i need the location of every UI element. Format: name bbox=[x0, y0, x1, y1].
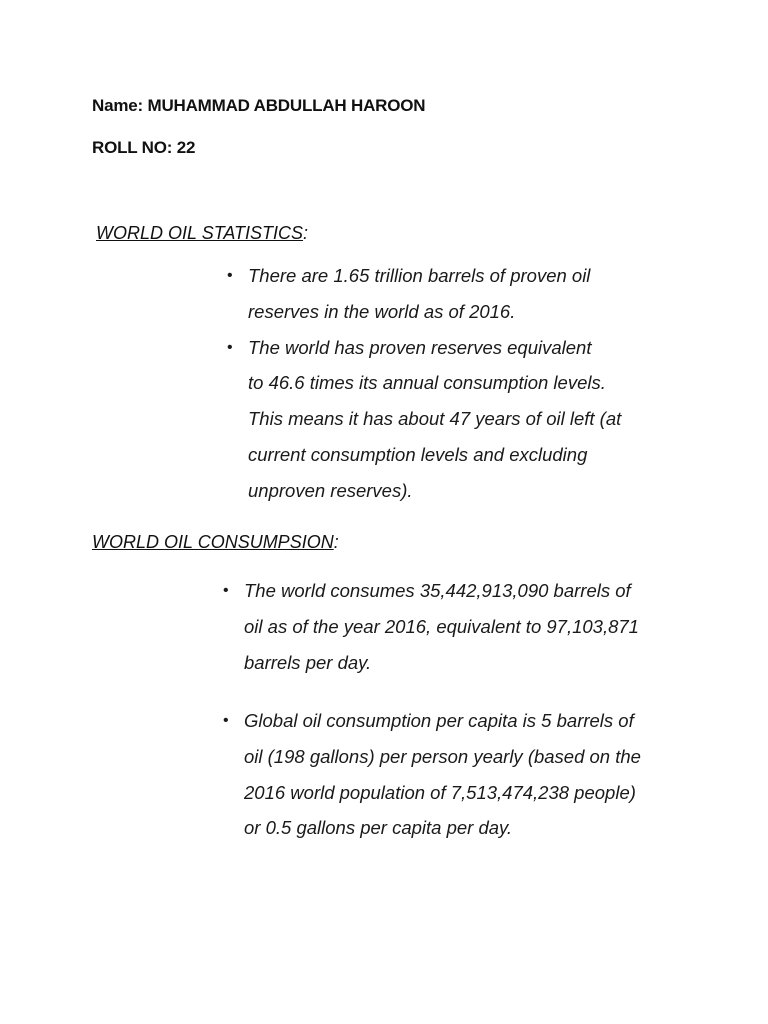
section-title-colon: : bbox=[333, 532, 339, 552]
bullet-line: Global oil consumption per capita is 5 barrels of bbox=[244, 710, 634, 731]
bullet-dot: • bbox=[223, 582, 229, 599]
section-title-consumption bbox=[92, 532, 339, 553]
bullet-line: The world consumes 35,442,913,090 barrels of bbox=[244, 580, 631, 601]
bullet-line: This means it has about 47 years of oil left (at bbox=[248, 408, 622, 430]
bullet-dot: • bbox=[227, 338, 233, 356]
consumption-bullet-list-2 bbox=[223, 703, 641, 846]
bullet-line: oil as of the year 2016, equivalent to 97,103,871 bbox=[244, 615, 639, 637]
section-title-colon: : bbox=[303, 223, 309, 243]
bullet-line: or 0.5 gallons per capita per day. bbox=[244, 817, 513, 839]
consumption-bullet-list bbox=[223, 573, 639, 680]
statistics-bullet-list bbox=[227, 258, 622, 509]
bullet-line: to 46.6 times its annual consumption levels. bbox=[248, 372, 606, 394]
section-title-text: WORLD OIL STATISTICS bbox=[96, 223, 304, 243]
bullet-line: The world has proven reserves equivalent bbox=[248, 336, 592, 358]
bullet-dot: • bbox=[223, 712, 229, 729]
bullet-line: 2016 world population of 7,513,474,238 people) bbox=[244, 781, 636, 803]
bullet-line: unproven reserves). bbox=[248, 479, 413, 501]
bullet-line: current consumption levels and excluding bbox=[248, 443, 588, 465]
list-item bbox=[223, 573, 639, 680]
list-item bbox=[227, 258, 621, 330]
bullet-line: barrels per day. bbox=[244, 651, 372, 673]
section-title-statistics bbox=[96, 223, 308, 244]
roll-number: ROLL NO: 22 bbox=[92, 138, 196, 157]
student-name: Name: MUHAMMAD ABDULLAH HAROON bbox=[92, 96, 426, 115]
bullet-dot: • bbox=[227, 267, 233, 284]
bullet-line: oil (198 gallons) per person yearly (based on the bbox=[244, 745, 641, 767]
list-item bbox=[223, 703, 641, 846]
bullet-line: There are 1.65 trillion barrels of proven oil bbox=[248, 265, 591, 286]
section-title-text: WORLD OIL CONSUMPSION bbox=[92, 532, 334, 552]
bullet-line: reserves in the world as of 2016. bbox=[248, 300, 516, 322]
list-item bbox=[227, 330, 622, 509]
